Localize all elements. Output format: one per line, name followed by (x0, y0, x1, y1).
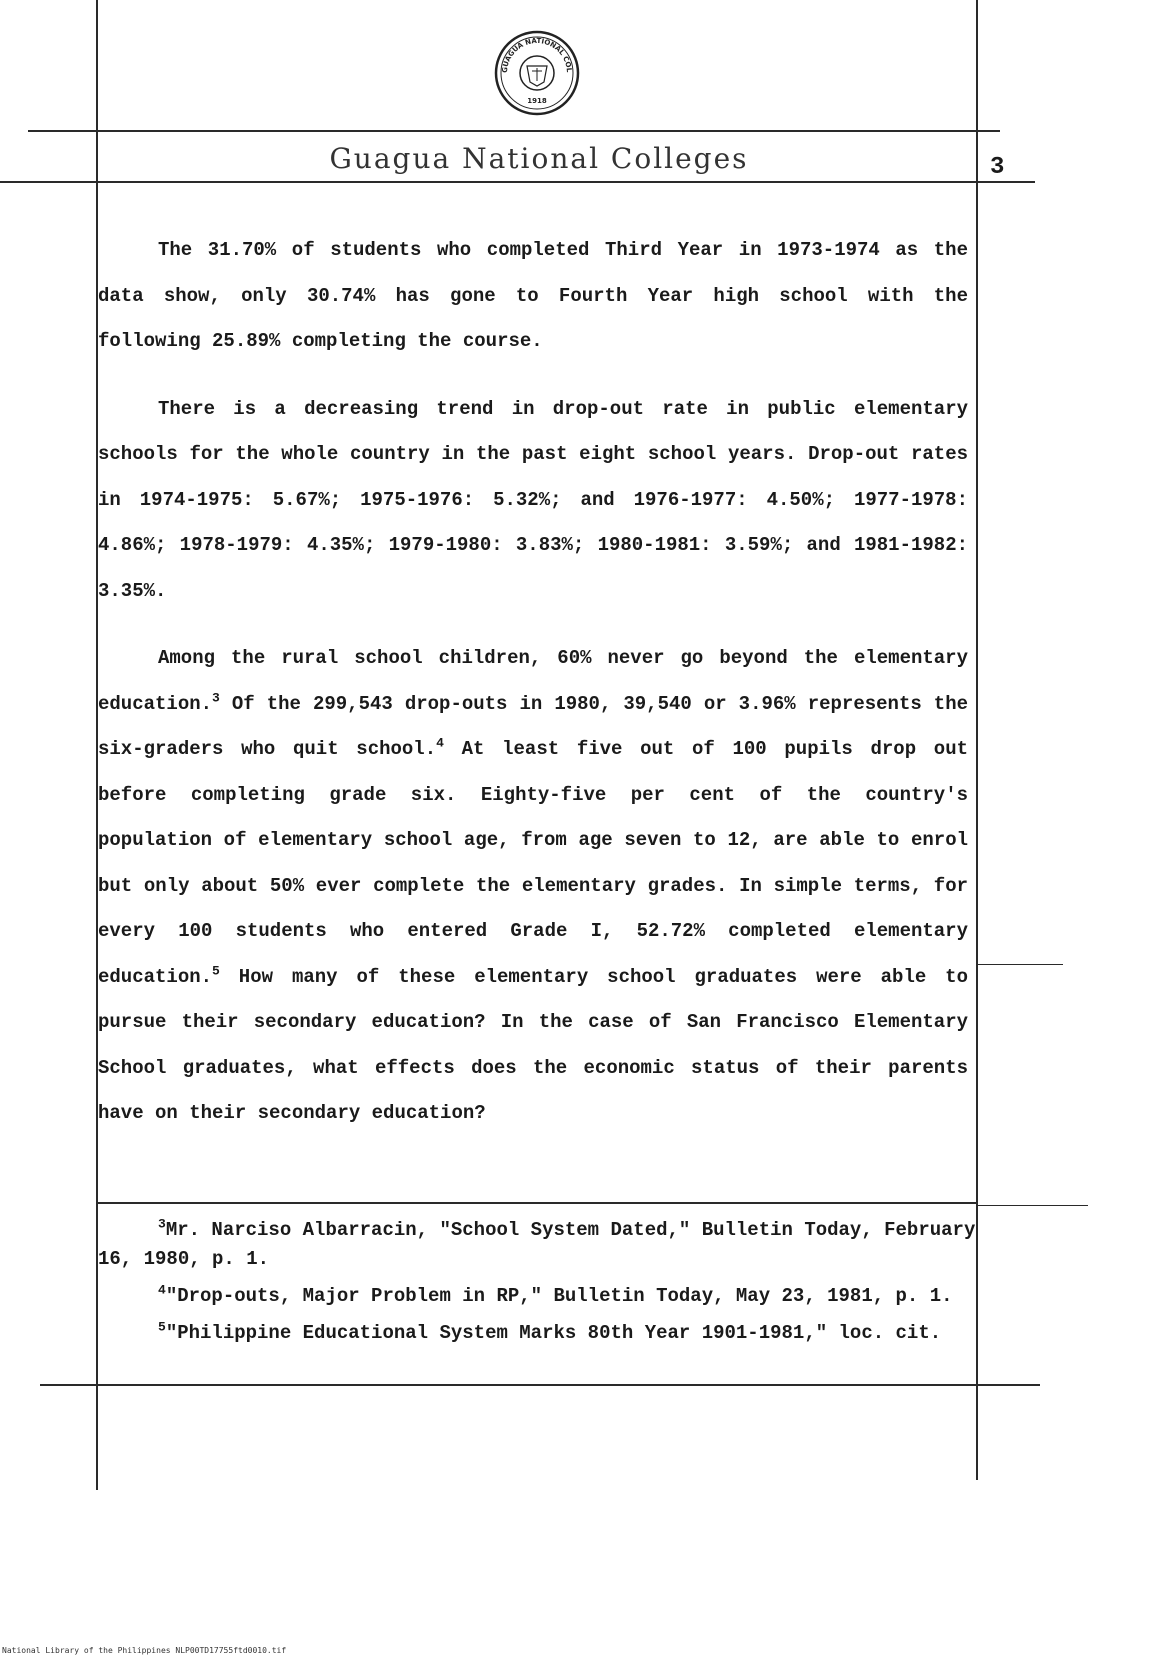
footnote-mark-5: 5 (158, 1319, 166, 1335)
college-seal (494, 30, 580, 116)
footnote-mark-3: 3 (158, 1216, 166, 1232)
paragraph-3-part-1: Among the rural school children, 60% never go beyond the elementary education. (98, 647, 968, 715)
footnote-3 (98, 1216, 978, 1274)
footnote-4 (98, 1282, 978, 1311)
paragraph-2: There is a decreasing trend in drop-out rate in public elementary schools for the whole country in the past eight school years. Drop-out rates in 1974-1975: 5.67%; 1975-1976: 5.32%; and 1976-1977: 4.50%; 1977-1978: 4.86%; 1978-1979: 4.35%; 1979-1980: 3.83%; 1980-1981: 3.59%; and 1981-1982: 3.35%. (98, 397, 968, 602)
footnote-ref-4: 4 (436, 735, 444, 751)
right-tick-2 (978, 1205, 1088, 1206)
paragraph-3 (98, 636, 968, 1137)
svg-text:GUAGUA NATIONAL COLLEGES (494, 30, 573, 73)
footnote-5 (98, 1319, 978, 1348)
paragraph-3-part-3: At least five out of 100 pupils drop out before completing grade six. Eighty-five per cent of the country's population of elementary school age, from age seven to 12, are able to enrol but only about 50% ever complete the elementary grades. In simple terms, for every 100 students who entered Grade I, 52.72% completed elementary education. (98, 738, 968, 988)
right-tick-1 (978, 964, 1063, 965)
paragraph-1: The 31.70% of students who completed Third Year in 1973-1974 as the data show, only 30.74% has gone to Fourth Year high school with the following 25.89% completing the course. (98, 239, 968, 352)
footnote-4-text: "Drop-outs, Major Problem in RP," Bulletin Today, May 23, 1981, p. 1. (165, 1285, 953, 1307)
seal-text: GUAGUA NATIONAL COL (500, 36, 574, 74)
bottom-rule (40, 1384, 1040, 1386)
footnote-5-text: "Philippine Educational System Marks 80th Year 1901-1981," loc. cit. (165, 1322, 942, 1344)
footnote-3-text: Mr. Narciso Albarracin, "School System Dated," Bulletin Today, February 16, 1980, p. 1. (98, 1219, 976, 1270)
paragraph-3-part-2: Of the 299,543 drop-outs in 1980, 39,540 or 3.96% represents the six-graders who quit school. (98, 692, 968, 760)
source-tag: National Library of the Philippines NLP00TD17755ftd0010.tif (2, 1646, 287, 1655)
footnote-ref-3: 3 (212, 690, 220, 706)
footnote-ref-5: 5 (212, 963, 220, 979)
top-rule (28, 130, 1000, 132)
footnote-mark-4: 4 (158, 1282, 166, 1298)
page-number: 3 (990, 154, 1005, 181)
body-text (98, 228, 968, 1137)
header-rule (0, 181, 1035, 183)
seal-year: 1918 (527, 97, 547, 105)
paragraph-3-part-4: How many of these elementary school graduates were able to pursue their secondary education? In the case of San Francisco Elementary School graduates, what effects does the economic status of their parents have on their secondary education? (98, 965, 968, 1124)
footnotes (98, 1216, 978, 1356)
college-name: Guagua National Colleges (329, 142, 749, 175)
footnote-separator (96, 1202, 976, 1204)
